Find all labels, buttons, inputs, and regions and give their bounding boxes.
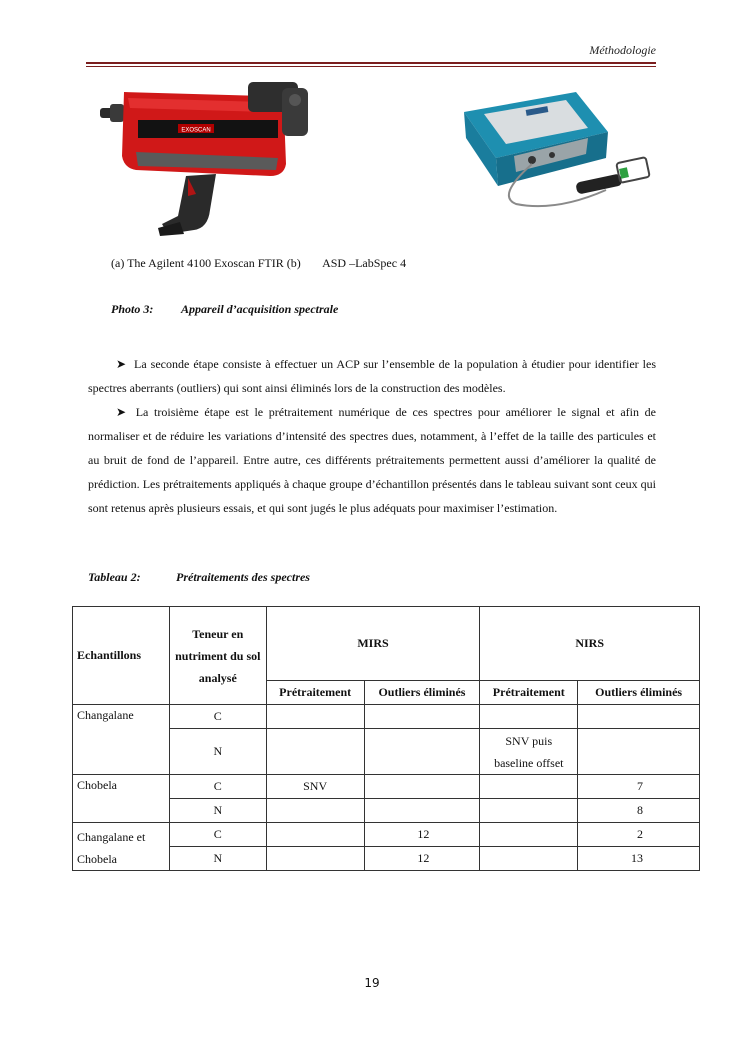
nutrient-cell: C <box>169 823 266 847</box>
photo-caption <box>111 302 338 317</box>
header-nirs: NIRS <box>480 607 700 681</box>
header-mirs: MIRS <box>266 607 480 681</box>
nirs-pre-cell <box>480 799 578 823</box>
nutrient-cell: N <box>169 729 266 775</box>
paragraph-1 <box>88 352 656 400</box>
bullet-arrow-icon: ➤ <box>116 357 127 371</box>
header-mirs-outliers: Outliers éliminés <box>364 681 480 705</box>
nirs-out-cell: 13 <box>578 847 700 871</box>
running-header: Méthodologie <box>589 43 656 57</box>
mirs-pre-cell <box>266 823 364 847</box>
nutrient-cell: N <box>169 799 266 823</box>
paragraph-text: La seconde étape consiste à effectuer un ACP sur l’ensemble de la population à étudier pour identifier les spectres aberrants (outliers) qui sont ainsi éliminés lors de la construction des modèles. <box>88 357 657 395</box>
header-rule-thin <box>86 66 656 67</box>
header-nirs-pretraitement: Prétraitement <box>480 681 578 705</box>
sample-cell: Chobela <box>73 775 170 823</box>
photo-caption-text: Appareil d’acquisition spectrale <box>181 302 339 316</box>
nirs-out-cell: 8 <box>578 799 700 823</box>
mirs-pre-cell <box>266 799 364 823</box>
nutrient-cell: C <box>169 705 266 729</box>
nirs-out-cell: 7 <box>578 775 700 799</box>
pretreatment-table <box>72 606 700 871</box>
bullet-arrow-icon: ➤ <box>116 405 127 419</box>
figure-sublabels <box>111 256 406 271</box>
figure-label-b: ASD –LabSpec 4 <box>322 256 407 270</box>
device-brand-label: EXOSCAN <box>181 127 211 134</box>
paragraph-2 <box>88 400 656 520</box>
header-teneur: Teneur en nutriment du sol analysé <box>169 607 266 705</box>
header-rule-thick <box>86 62 656 64</box>
nirs-pre-cell: SNV puis baseline offset <box>480 729 578 775</box>
sample-cell: Changalane et Chobela <box>73 823 170 871</box>
mirs-pre-cell <box>266 705 364 729</box>
nirs-out-cell <box>578 729 700 775</box>
photo-caption-label: Photo 3: <box>111 302 154 316</box>
paragraph-text: La troisième étape est le prétraitement numérique de ces spectres pour améliorer le signal et afin de normaliser et de réduire les variations d’intensité des spectres dues, notamment, à l’effet de la taille des particules et au bruit de fond de l’appareil. Entre autre, ces différents prétraitements permettent aussi d’améliorer la qualité de prédiction. Les prétraitements appliqués à chaque groupe d’échantillon présentés dans le tableau suivant sont ceux qui sont retenus après plusieurs essais, et qui sont jugés le plus adéquats pour maximiser l’estimation. <box>88 405 656 515</box>
labspec-photo <box>456 86 662 216</box>
figure-label-a: (a) The Agilent 4100 Exoscan FTIR (b) <box>111 256 301 270</box>
table-header-row <box>73 607 700 681</box>
nirs-pre-cell <box>480 847 578 871</box>
table-caption-text: Prétraitements des spectres <box>176 570 310 584</box>
header-nirs-outliers: Outliers éliminés <box>578 681 700 705</box>
table-row <box>73 705 700 729</box>
nirs-out-cell <box>578 705 700 729</box>
mirs-out-cell: 12 <box>364 823 480 847</box>
table-row <box>73 823 700 847</box>
mirs-out-cell: 12 <box>364 847 480 871</box>
header-mirs-pretraitement: Prétraitement <box>266 681 364 705</box>
nirs-pre-cell <box>480 705 578 729</box>
nirs-pre-cell <box>480 823 578 847</box>
nirs-pre-cell <box>480 775 578 799</box>
table-caption-label: Tableau 2: <box>88 570 141 584</box>
nutrient-cell: C <box>169 775 266 799</box>
mirs-pre-cell <box>266 847 364 871</box>
table-caption <box>88 570 310 585</box>
table-row <box>73 775 700 799</box>
mirs-pre-cell <box>266 729 364 775</box>
mirs-pre-cell: SNV <box>266 775 364 799</box>
mirs-out-cell <box>364 705 480 729</box>
sample-cell: Changalane <box>73 705 170 775</box>
nirs-out-cell: 2 <box>578 823 700 847</box>
header-echantillons: Echantillons <box>73 607 170 705</box>
page-number: 19 <box>364 976 380 990</box>
nutrient-cell: N <box>169 847 266 871</box>
mirs-out-cell <box>364 775 480 799</box>
mirs-out-cell <box>364 729 480 775</box>
mirs-out-cell <box>364 799 480 823</box>
exoscan-photo <box>98 78 313 238</box>
